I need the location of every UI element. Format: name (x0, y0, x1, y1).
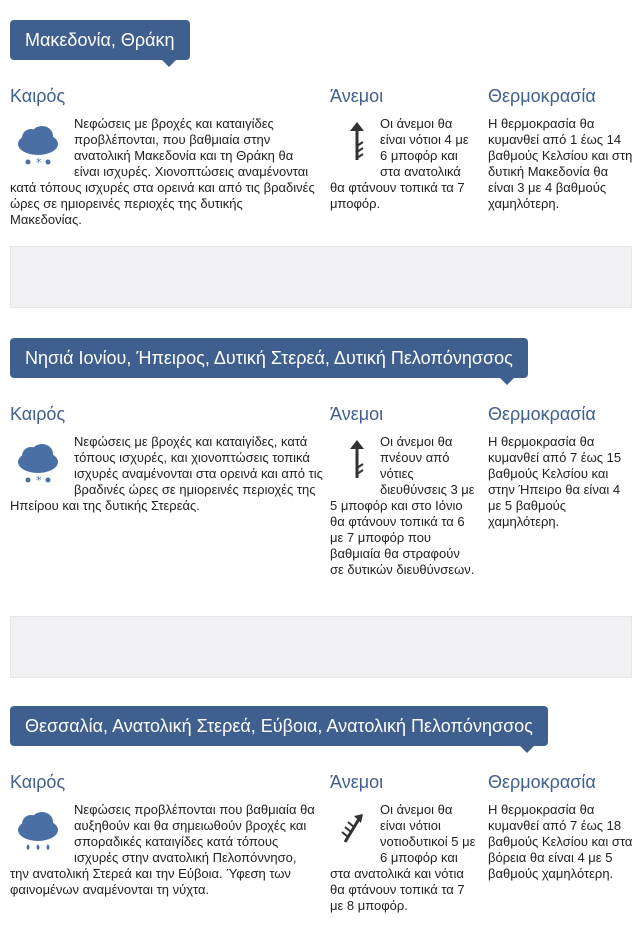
temperature-text: Η θερμοκρασία θα κυμανθεί από 7 έως 18 βαθμούς Κελσίου και στα βόρεια θα είναι 4 με 5 βαθμούς χαμηλότερη. (488, 802, 633, 881)
wind-text: Οι άνεμοι θα είναι νότιοι νοτιοδυτικοί 5 με 6 μποφόρ και στα ανατολικά και νότια θα φτάνουν τοπικά τα 7 με 8 μποφόρ. (330, 802, 476, 913)
svg-text:*: * (36, 156, 42, 169)
temperature-text: Η θερμοκρασία θα κυμανθεί από 1 έως 14 βαθμούς Κελσίου και στη δυτική Μακεδονία θα είναι 3 με 4 βαθμούς χαμηλότερη. (488, 116, 633, 211)
winds-heading: Άνεμοι (330, 404, 384, 424)
wind-text: Οι άνεμοι θα είναι νότιοι 4 με 6 μποφόρ και στα ανατολικά θα φτάνουν τοπικά τα 7 μποφόρ. (330, 116, 469, 211)
winds-heading: Άνεμοι (330, 86, 384, 106)
region-title: Νησιά Ιονίου, Ήπειρος, Δυτική Στερεά, Δυτική Πελοπόνησσος (10, 338, 528, 378)
rain-cloud-icon (14, 124, 62, 172)
winds-heading: Άνεμοι (330, 772, 384, 792)
weather-block (10, 802, 316, 898)
weather-text: Νεφώσεις με βροχές και καταιγίδες, κατά τόπους ισχυρές, και χιονοπτώσεις τοπικά ισχυρές αναμένονται στα ορεινά και από τις βραδινές ώρες σε ημιορεινές περιοχές της Ηπείρου και της δυτικής Στερεάς. (10, 434, 323, 513)
weather-heading: Καιρός (10, 404, 66, 424)
svg-text:*: * (36, 474, 42, 487)
wind-block (330, 802, 478, 914)
rain-cloud-icon (14, 810, 62, 858)
temperature-heading: Θερμοκρασία (488, 772, 596, 792)
wind-direction-north-icon (346, 122, 368, 162)
ad-placeholder-band (10, 616, 632, 678)
region-ionian-epirus (0, 320, 640, 690)
weather-block (10, 116, 316, 228)
temperature-heading: Θερμοκρασία (488, 86, 596, 106)
region-macedonia-thrace (0, 0, 640, 320)
wind-text: Οι άνεμοι θα πνέουν από νότιες διευθύνσεις 3 με 5 μποφόρ και στο Ιόνιο θα φτάνουν τοπικά τα 6 με 7 μποφόρ που βαθμιαία θα στραφούν σε δυτικών διευθύνσεων. (330, 434, 475, 577)
rain-cloud-icon (14, 442, 62, 490)
region-title: Μακεδονία, Θράκη (10, 20, 190, 60)
temperature-heading: Θερμοκρασία (488, 404, 596, 424)
temperature-text: Η θερμοκρασία θα κυμανθεί από 7 έως 15 βαθμούς Κελσίου και στην Ήπειρο θα είναι 4 με 5 βαθμούς χαμηλότερη. (488, 434, 622, 529)
weather-text: Νεφώσεις προβλέπονται που βαθμιαία θα αυξηθούν και θα σημειωθούν βροχές και σποραδικές καταιγίδες κατά τόπους ισχυρές στην ανατολική Πελοπόννησο, την ανατολική Στερεά και την Εύβοια. Ύφεση των φαινομένων αναμένονται τη νύχτα. (10, 802, 315, 897)
region-title: Θεσσαλία, Ανατολική Στερεά, Εύβοια, Ανατολική Πελοπόνησσος (10, 706, 548, 746)
weather-heading: Καιρός (10, 772, 66, 792)
weather-text: Νεφώσεις με βροχές και καταιγίδες προβλέπονται, που βαθμιαία στην ανατολική Μακεδονία και τη Θράκη θα είναι ισχυρές. Χιονοπτώσεις αναμένονται κατά τόπους ισχυρές στα ορεινά και από τις βραδινές ώρες σε ημιορεινές περιοχές της δυτικής Μακεδονίας. (10, 116, 315, 227)
weather-heading: Καιρός (10, 86, 66, 106)
wind-block (330, 116, 478, 212)
weather-block (10, 434, 326, 514)
wind-direction-north-icon (346, 440, 368, 480)
region-thessaly-east (0, 690, 640, 927)
ad-placeholder-band (10, 246, 632, 308)
wind-direction-northeast-icon (338, 808, 368, 848)
wind-block (330, 434, 476, 578)
